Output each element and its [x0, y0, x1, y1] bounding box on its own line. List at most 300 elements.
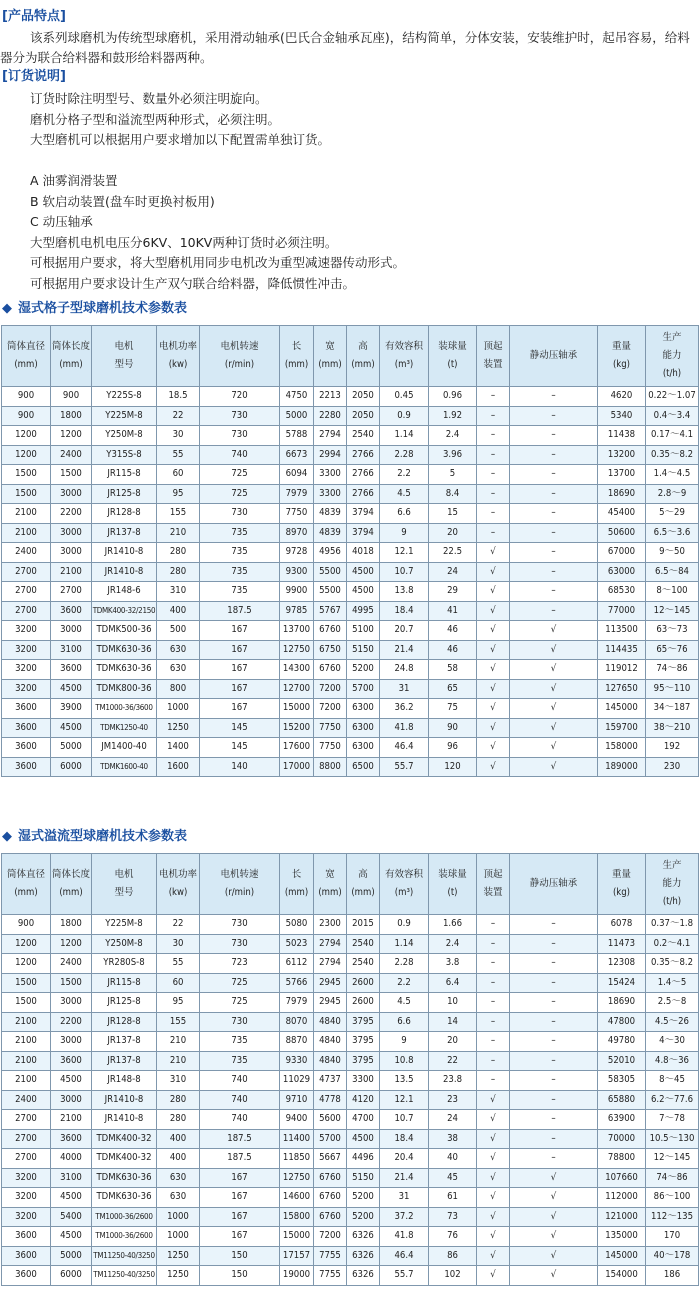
table-cell: 8～45	[646, 1071, 699, 1091]
table-row	[2, 1266, 699, 1286]
table-cell: 280	[157, 1110, 200, 1130]
table-cell: 50600	[598, 523, 646, 543]
table-cell: 46.4	[380, 738, 429, 758]
table-cell: 4956	[314, 543, 347, 563]
table-cell: 119012	[598, 660, 646, 680]
table-cell: 9728	[280, 543, 314, 563]
table-cell: 2794	[314, 426, 347, 446]
table-cell: 3600	[2, 699, 51, 719]
table-cell: 170	[646, 1227, 699, 1247]
table-cell: –	[477, 1012, 510, 1032]
column-header-text: (mm)	[14, 887, 38, 898]
table-cell: 3794	[347, 504, 380, 524]
table-row	[2, 601, 699, 621]
diamond-bullet-icon: ◆	[2, 301, 12, 316]
table-cell: TDMK800-36	[92, 679, 157, 699]
table-cell: 7755	[314, 1266, 347, 1286]
table-cell: 63～73	[646, 621, 699, 641]
table-cell: 280	[157, 562, 200, 582]
table-row	[2, 757, 699, 777]
table-cell: 3600	[51, 1129, 92, 1149]
table-cell: 46.4	[380, 1246, 429, 1266]
order-note: 订货时除注明型号、数量外必须注明旋向。	[30, 91, 268, 106]
table-cell: 900	[2, 406, 51, 426]
table-cell: 55	[157, 445, 200, 465]
table-row	[2, 504, 699, 524]
table-cell: 5000	[51, 1246, 92, 1266]
table-cell: √	[477, 660, 510, 680]
table-cell: 47800	[598, 1012, 646, 1032]
table-cell: 280	[157, 543, 200, 563]
table-cell: √	[477, 757, 510, 777]
table-cell: 17000	[280, 757, 314, 777]
table-cell: 95	[157, 993, 200, 1013]
table-cell: 5100	[347, 621, 380, 641]
order-note: 大型磨机电机电压分6KV、10KV两种订货时必须注明。	[30, 234, 338, 250]
table-cell: 4839	[314, 504, 347, 524]
table-row	[2, 1168, 699, 1188]
table-cell: 1.92	[429, 406, 477, 426]
table-cell: 9785	[280, 601, 314, 621]
column-header-text: (t)	[447, 359, 458, 370]
table-cell: 6000	[51, 1266, 92, 1286]
table-cell: JR148-8	[92, 1071, 157, 1091]
table-cell: –	[510, 954, 598, 974]
column-header-text: (t/h)	[662, 368, 682, 379]
table-cell: 5766	[280, 973, 314, 993]
table-cell: 15000	[280, 699, 314, 719]
table-cell: 63000	[598, 562, 646, 582]
table-cell: 3000	[51, 993, 92, 1013]
table-cell: –	[510, 504, 598, 524]
column-header-text: 长	[291, 869, 302, 880]
column-header	[429, 854, 477, 915]
column-header-text: 能力	[662, 350, 682, 361]
table-cell: –	[477, 523, 510, 543]
table-cell: 18690	[598, 993, 646, 1013]
table-cell: 9～50	[646, 543, 699, 563]
table-cell: 2015	[347, 915, 380, 935]
table-cell: √	[477, 562, 510, 582]
table-cell: √	[510, 1266, 598, 1286]
table-cell: 630	[157, 1188, 200, 1208]
table-cell: –	[477, 1071, 510, 1091]
table-cell: 2700	[2, 582, 51, 602]
table-row	[2, 426, 699, 446]
table-row	[2, 1149, 699, 1169]
table-cell: √	[477, 1246, 510, 1266]
table-cell: 2.5～8	[646, 993, 699, 1013]
column-header	[347, 326, 380, 387]
table-cell: 7200	[314, 679, 347, 699]
table-cell: 2400	[2, 1090, 51, 1110]
table-cell: 2213	[314, 387, 347, 407]
column-header-text: 电机	[114, 869, 134, 880]
column-header-text: 能力	[662, 878, 682, 889]
table-cell: 2700	[2, 1149, 51, 1169]
table-cell: 14	[429, 1012, 477, 1032]
table-cell: 0.9	[380, 406, 429, 426]
table-cell: 4～30	[646, 1032, 699, 1052]
table-cell: 34～187	[646, 699, 699, 719]
table-cell: 6.6	[380, 1012, 429, 1032]
table-cell: 4500	[51, 1188, 92, 1208]
table-cell: 2945	[314, 973, 347, 993]
table-cell: 1000	[157, 699, 200, 719]
features-text-block	[0, 28, 696, 68]
table-row	[2, 465, 699, 485]
table-cell: 5340	[598, 406, 646, 426]
table-cell: √	[477, 640, 510, 660]
table-cell: –	[510, 1051, 598, 1071]
table-cell: 400	[157, 1149, 200, 1169]
table-row	[2, 484, 699, 504]
table-cell: 12750	[280, 1168, 314, 1188]
table-cell: 112～135	[646, 1207, 699, 1227]
column-header	[51, 326, 92, 387]
table-row	[2, 954, 699, 974]
table-cell: 5500	[314, 582, 347, 602]
table-cell: 230	[646, 757, 699, 777]
table-cell: 22.5	[429, 543, 477, 563]
table-cell: –	[477, 426, 510, 446]
table-cell: 159700	[598, 718, 646, 738]
table-cell: 15800	[280, 1207, 314, 1227]
table-cell: 10	[429, 993, 477, 1013]
table-cell: 720	[200, 387, 280, 407]
column-header-text: 型号	[114, 359, 134, 370]
table-cell: 5200	[347, 1207, 380, 1227]
table-cell: 900	[2, 387, 51, 407]
column-header-text: 有效容积	[384, 341, 423, 352]
table-cell: 4.8～36	[646, 1051, 699, 1071]
table-cell: 76	[429, 1227, 477, 1247]
table-cell: –	[510, 387, 598, 407]
table-cell: √	[510, 1207, 598, 1227]
table-cell: 3200	[2, 621, 51, 641]
table-cell: √	[477, 679, 510, 699]
table-cell: 0.22～1.07	[646, 387, 699, 407]
table-cell: –	[510, 484, 598, 504]
table-cell: 30	[157, 426, 200, 446]
table-cell: 2100	[2, 504, 51, 524]
table-cell: –	[477, 993, 510, 1013]
table-cell: 5788	[280, 426, 314, 446]
table-cell: 12.1	[380, 1090, 429, 1110]
table-cell: 1000	[157, 1207, 200, 1227]
table-cell: 74～86	[646, 660, 699, 680]
table-cell: 4500	[347, 1129, 380, 1149]
table-cell: 112000	[598, 1188, 646, 1208]
table-cell: 3795	[347, 1032, 380, 1052]
table-cell: 0.17～4.1	[646, 426, 699, 446]
column-header-text: 电机功率	[158, 869, 197, 880]
table-cell: TDMK400-32	[92, 1149, 157, 1169]
table-cell: 65	[429, 679, 477, 699]
table-cell: 6.4	[429, 973, 477, 993]
table-cell: 70000	[598, 1129, 646, 1149]
table-cell: 1800	[51, 406, 92, 426]
table-cell: 6500	[347, 757, 380, 777]
table-cell: 6.6	[380, 504, 429, 524]
table-cell: 1250	[157, 1266, 200, 1286]
table-cell: –	[477, 934, 510, 954]
table-cell: 145	[200, 718, 280, 738]
column-header	[510, 326, 598, 387]
column-header-text: 重量	[611, 869, 631, 880]
table-row	[2, 543, 699, 563]
table-cell: √	[477, 582, 510, 602]
table-cell: 800	[157, 679, 200, 699]
table-cell: JR1410-8	[92, 562, 157, 582]
table-cell: 14300	[280, 660, 314, 680]
table-cell: 4500	[347, 562, 380, 582]
column-header-text: 长	[291, 341, 302, 352]
table-cell: 740	[200, 1090, 280, 1110]
table-cell: 15424	[598, 973, 646, 993]
table-cell: 10.8	[380, 1051, 429, 1071]
table-cell: 5700	[347, 679, 380, 699]
table-cell: 3200	[2, 1207, 51, 1227]
table-cell: 90	[429, 718, 477, 738]
table-cell: TM1000-36/3600	[92, 699, 157, 719]
table-cell: 3100	[51, 640, 92, 660]
table-cell: 9	[380, 523, 429, 543]
table-cell: 107660	[598, 1168, 646, 1188]
table-cell: 2540	[347, 934, 380, 954]
table-cell: 55.7	[380, 757, 429, 777]
table-cell: TDMK1600-40	[92, 757, 157, 777]
table-cell: 46	[429, 621, 477, 641]
table-cell: 6078	[598, 915, 646, 935]
column-header-text: (kw)	[168, 359, 188, 370]
table-cell: 740	[200, 1071, 280, 1091]
table-cell: 6000	[51, 757, 92, 777]
table-cell: 0.9	[380, 915, 429, 935]
table-cell: 7200	[314, 699, 347, 719]
table-cell: 60	[157, 973, 200, 993]
table-cell: 167	[200, 640, 280, 660]
column-header-text: 筒体直径	[6, 869, 45, 880]
column-header	[314, 326, 347, 387]
table-cell: 41.8	[380, 718, 429, 738]
table-cell: 41.8	[380, 1227, 429, 1247]
table-cell: 11850	[280, 1149, 314, 1169]
table-cell: –	[477, 445, 510, 465]
table-cell: 167	[200, 699, 280, 719]
column-header	[2, 326, 51, 387]
table-cell: TDMK630-36	[92, 1188, 157, 1208]
table-cell: 735	[200, 582, 280, 602]
table-cell: TDMK400-32/2150	[92, 601, 157, 621]
table-row	[2, 660, 699, 680]
table-cell: 310	[157, 1071, 200, 1091]
table-cell: 18.4	[380, 1129, 429, 1149]
table-cell: 13200	[598, 445, 646, 465]
table-cell: JR128-8	[92, 1012, 157, 1032]
table-cell: TDMK630-36	[92, 660, 157, 680]
table-cell: –	[510, 562, 598, 582]
table-cell: 167	[200, 679, 280, 699]
table-cell: 13.8	[380, 582, 429, 602]
column-header-text: 装球量	[438, 869, 467, 880]
column-header-text: (kw)	[168, 887, 188, 898]
table-cell: 38	[429, 1129, 477, 1149]
table-row	[2, 679, 699, 699]
table-cell: 3600	[2, 1246, 51, 1266]
column-header-text: (mm)	[59, 359, 83, 370]
table-cell: 7755	[314, 1246, 347, 1266]
table-cell: –	[510, 1071, 598, 1091]
table-cell: JR128-8	[92, 504, 157, 524]
table-cell: 12308	[598, 954, 646, 974]
table-cell: 121000	[598, 1207, 646, 1227]
table-cell: 3000	[51, 1090, 92, 1110]
table-cell: 19000	[280, 1266, 314, 1286]
table-cell: 18.4	[380, 601, 429, 621]
order-heading: [订货说明]	[2, 69, 66, 84]
table-cell: √	[477, 621, 510, 641]
table-row	[2, 1227, 699, 1247]
column-header	[200, 854, 280, 915]
table-cell: √	[477, 1129, 510, 1149]
table-cell: 4700	[347, 1110, 380, 1130]
table-cell: 3900	[51, 699, 92, 719]
table-cell: 154000	[598, 1266, 646, 1286]
table-cell: 10.5～130	[646, 1129, 699, 1149]
table-cell: √	[477, 1207, 510, 1227]
table-cell: 3.96	[429, 445, 477, 465]
table-cell: √	[477, 1266, 510, 1286]
table-cell: 15000	[280, 1227, 314, 1247]
table-cell: 167	[200, 1168, 280, 1188]
table-cell: 14600	[280, 1188, 314, 1208]
column-header	[380, 326, 429, 387]
table-cell: 2540	[347, 426, 380, 446]
table-cell: 730	[200, 915, 280, 935]
table-cell: TDMK400-32	[92, 1129, 157, 1149]
table-cell: JR125-8	[92, 993, 157, 1013]
table-cell: 725	[200, 973, 280, 993]
table-cell: 29	[429, 582, 477, 602]
table-row	[2, 1110, 699, 1130]
table-cell: 5	[429, 465, 477, 485]
table-cell: 7979	[280, 993, 314, 1013]
table-cell: 2766	[347, 465, 380, 485]
table-cell: 4.5	[380, 993, 429, 1013]
table-cell: 187.5	[200, 1149, 280, 1169]
table-cell: –	[510, 523, 598, 543]
table-cell: 6326	[347, 1266, 380, 1286]
table-cell: 2050	[347, 387, 380, 407]
table-cell: √	[510, 1227, 598, 1247]
table-cell: 4500	[51, 1071, 92, 1091]
table-cell: 58	[429, 660, 477, 680]
table-cell: 735	[200, 562, 280, 582]
table-cell: 2280	[314, 406, 347, 426]
table-cell: 1600	[157, 757, 200, 777]
table-cell: √	[510, 660, 598, 680]
table-cell: 4018	[347, 543, 380, 563]
column-header	[314, 854, 347, 915]
table-cell: 155	[157, 1012, 200, 1032]
table-cell: √	[477, 543, 510, 563]
table-cell: 3.8	[429, 954, 477, 974]
table-cell: 400	[157, 601, 200, 621]
table-cell: JR1410-8	[92, 1110, 157, 1130]
column-header-text: 宽	[325, 869, 335, 880]
table-cell: 2400	[51, 445, 92, 465]
table-cell: √	[510, 738, 598, 758]
table-row	[2, 523, 699, 543]
column-header	[380, 854, 429, 915]
column-header-text: 高	[358, 869, 368, 880]
table-cell: 9710	[280, 1090, 314, 1110]
table-cell: 167	[200, 621, 280, 641]
table-cell: 4500	[51, 1227, 92, 1247]
column-header-text: 筒体长度	[51, 341, 90, 352]
table-cell: 30	[157, 934, 200, 954]
table-cell: 20.7	[380, 621, 429, 641]
table-cell: 1.14	[380, 426, 429, 446]
table-cell: 2700	[2, 601, 51, 621]
table-cell: Y250M-8	[92, 426, 157, 446]
table-row	[2, 699, 699, 719]
column-header-text: 重量	[611, 341, 631, 352]
table-cell: 2100	[51, 1110, 92, 1130]
table1-title: 湿式格子型球磨机技术参数表	[18, 301, 188, 316]
table-cell: 192	[646, 738, 699, 758]
table-cell: –	[477, 484, 510, 504]
table-cell: 23.8	[429, 1071, 477, 1091]
table-cell: Y250M-8	[92, 934, 157, 954]
table-cell: 210	[157, 523, 200, 543]
table-cell: 2994	[314, 445, 347, 465]
table-cell: TM11250-40/3250	[92, 1246, 157, 1266]
table-cell: 3600	[2, 757, 51, 777]
column-header-text: 宽	[325, 341, 335, 352]
column-header	[51, 854, 92, 915]
table-cell: 2200	[51, 504, 92, 524]
table-cell: 158000	[598, 738, 646, 758]
table-cell: 0.4～3.4	[646, 406, 699, 426]
table-cell: JR115-8	[92, 465, 157, 485]
table-cell: 900	[51, 387, 92, 407]
table-row	[2, 1032, 699, 1052]
table-cell: –	[477, 1032, 510, 1052]
table-cell: –	[477, 465, 510, 485]
table-cell: 4737	[314, 1071, 347, 1091]
table-cell: 65880	[598, 1090, 646, 1110]
table-cell: 5000	[51, 738, 92, 758]
table-cell: √	[477, 601, 510, 621]
table-cell: 3794	[347, 523, 380, 543]
table-cell: 74～86	[646, 1168, 699, 1188]
table-cell: 12750	[280, 640, 314, 660]
table-cell: 210	[157, 1051, 200, 1071]
table-cell: JM1400-40	[92, 738, 157, 758]
table-cell: –	[510, 445, 598, 465]
features-text: 该系列球磨机为传统型球磨机，采用滑动轴承(巴氏合金轴承瓦座)，结构简单，分体安装，安装维护时，起吊容易，给料器分为联合给料器和鼓形给料器两种。	[0, 30, 690, 65]
table-cell: 37.2	[380, 1207, 429, 1227]
column-header-text: (kg)	[612, 359, 631, 370]
table-cell: 1500	[2, 465, 51, 485]
table-cell: 6300	[347, 718, 380, 738]
table-cell: 3600	[2, 718, 51, 738]
table-cell: –	[510, 1110, 598, 1130]
table-cell: 1200	[51, 934, 92, 954]
table-cell: YR280S-8	[92, 954, 157, 974]
